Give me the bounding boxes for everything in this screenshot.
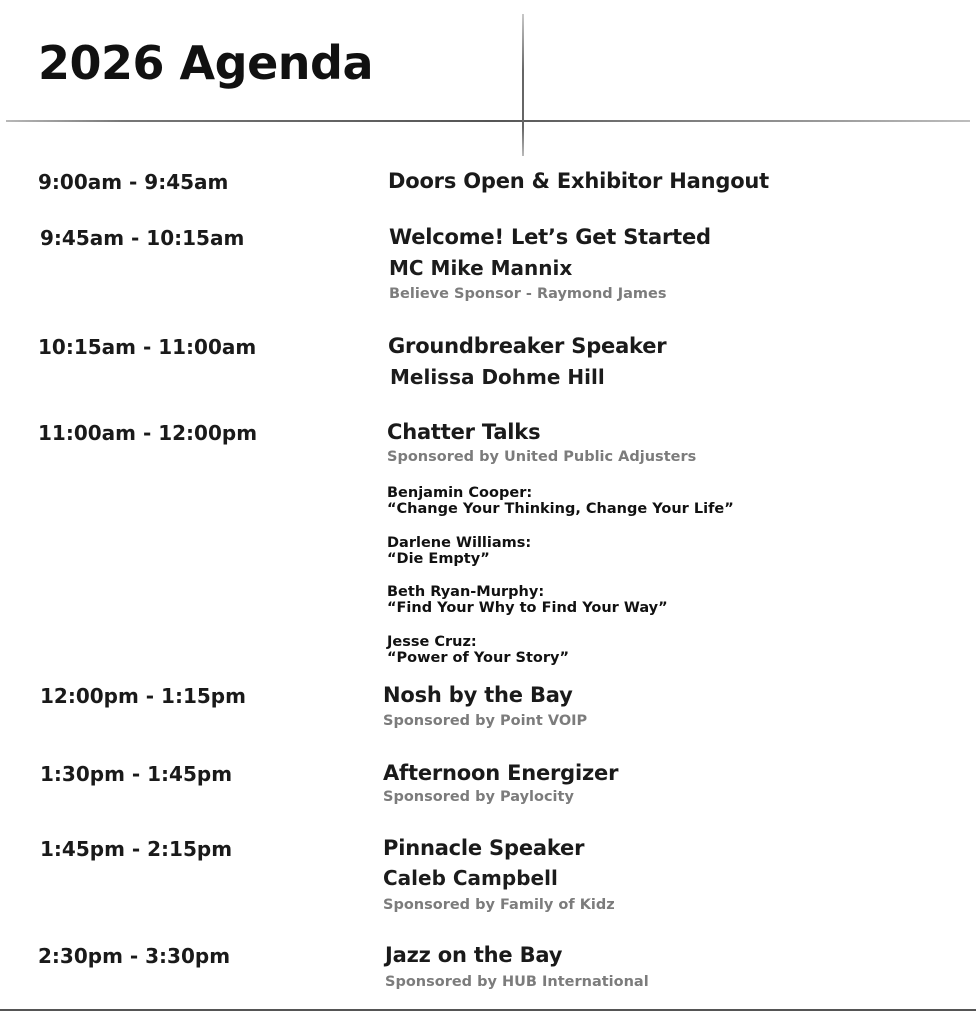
agenda-title: Jazz on the Bay: [385, 943, 563, 967]
chatter-talk: [387, 535, 531, 567]
agenda-time: 9:00am - 9:45am: [38, 170, 229, 194]
talk-topic: “Find Your Why to Find Your Way”: [387, 600, 668, 616]
chatter-talk: [387, 584, 668, 616]
agenda-title: Welcome! Let’s Get Started: [389, 225, 711, 249]
talk-speaker: Benjamin Cooper:: [387, 485, 533, 501]
talk-speaker: Jesse Cruz:: [387, 634, 477, 650]
talk-topic: “Change Your Thinking, Change Your Life”: [387, 501, 734, 517]
agenda-sponsor: Believe Sponsor - Raymond James: [389, 286, 667, 302]
agenda-time: 9:45am - 10:15am: [40, 226, 245, 250]
talk-speaker: Darlene Williams:: [387, 535, 532, 551]
agenda-sponsor: Sponsored by HUB International: [385, 974, 649, 990]
header-divider: [6, 120, 970, 122]
agenda-time: 10:15am - 11:00am: [38, 335, 257, 359]
agenda-title: Doors Open & Exhibitor Hangout: [388, 169, 770, 193]
page-title: 2026 Agenda: [38, 36, 373, 90]
agenda-time: 1:30pm - 1:45pm: [40, 762, 233, 786]
agenda-title: Nosh by the Bay: [383, 683, 573, 707]
agenda-sponsor: Sponsored by United Public Adjusters: [387, 449, 697, 465]
agenda-sponsor: Sponsored by Family of Kidz: [383, 897, 615, 913]
agenda-sponsor: Sponsored by Point VOIP: [383, 713, 588, 729]
agenda-title: Groundbreaker Speaker: [388, 334, 667, 358]
agenda-time: 1:45pm - 2:15pm: [40, 837, 233, 861]
agenda-title: Afternoon Energizer: [383, 761, 619, 785]
footer-divider: [0, 1009, 976, 1011]
agenda-title: Chatter Talks: [387, 420, 541, 444]
agenda-speaker: MC Mike Mannix: [389, 256, 573, 280]
agenda-speaker: Caleb Campbell: [383, 866, 558, 890]
agenda-sponsor: Sponsored by Paylocity: [383, 789, 574, 805]
chatter-talk: [387, 634, 569, 666]
agenda-time: 2:30pm - 3:30pm: [38, 944, 231, 968]
agenda-time: 11:00am - 12:00pm: [38, 421, 258, 445]
chatter-talk: [387, 485, 734, 517]
header-vertical-divider: [522, 14, 524, 156]
talk-speaker: Beth Ryan-Murphy:: [387, 584, 545, 600]
agenda-speaker: Melissa Dohme Hill: [390, 365, 605, 389]
agenda-time: 12:00pm - 1:15pm: [40, 684, 246, 708]
talk-topic: “Die Empty”: [387, 551, 490, 567]
talk-topic: “Power of Your Story”: [387, 650, 569, 666]
agenda-title: Pinnacle Speaker: [383, 836, 585, 860]
